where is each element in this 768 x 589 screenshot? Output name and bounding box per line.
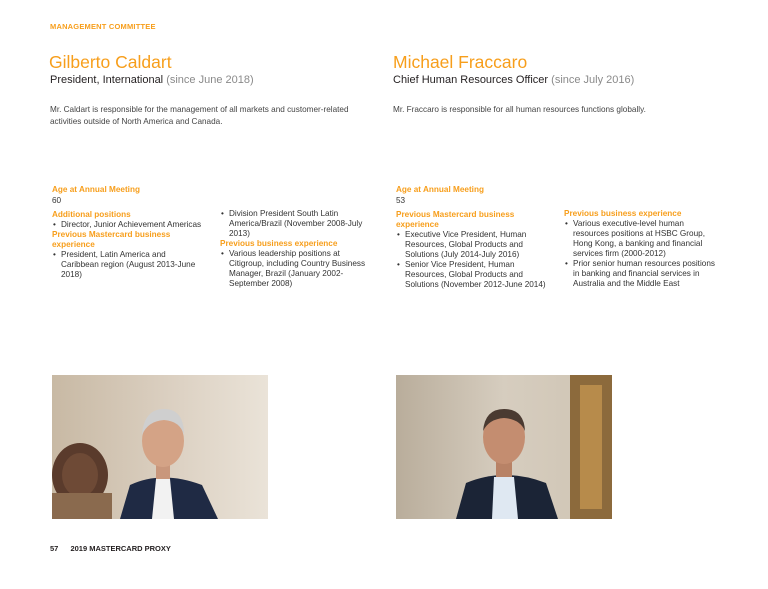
exec2-since: (since July 2016) <box>551 74 635 86</box>
exec1-description: Mr. Caldart is responsible for the management of all markets and customer-related activities outside of North America and Canada. <box>50 105 349 126</box>
exec2-description: Mr. Fraccaro is responsible for all human resources functions globally. <box>393 105 646 114</box>
section-label: MANAGEMENT COMMITTEE <box>50 22 156 31</box>
exec2-age: 53 <box>396 196 406 205</box>
exec1-prev-mc-label: Previous Mastercard business experience <box>52 230 171 249</box>
exec2-prev-biz-label: Previous business experience <box>564 209 682 218</box>
exec1-prev-biz-list <box>220 249 375 289</box>
exec2-left-column <box>396 185 551 290</box>
document-name: 2019 MASTERCARD PROXY <box>70 544 171 553</box>
exec2-photo <box>396 375 612 519</box>
exec2-age-label: Age at Annual Meeting <box>396 185 484 194</box>
exec2-name: Michael Fraccaro <box>393 52 528 72</box>
exec1-since: (since June 2018) <box>166 74 254 86</box>
exec2-right-column <box>564 209 718 289</box>
exec2-title-line <box>393 73 634 87</box>
footer <box>50 544 171 553</box>
exec2-prev-mc-list <box>396 230 548 290</box>
exec1-right-column <box>220 209 375 289</box>
exec1-title: President, International <box>50 74 164 86</box>
list-item: • Division President South Latin America/Brazil (November 2008-July 2013) <box>220 209 375 239</box>
page-number: 57 <box>50 544 59 553</box>
exec1-prev-mc-list <box>52 250 202 280</box>
list-item: • Executive Vice President, Human Resources, Global Products and Solutions (July 2014-July 2016) <box>396 230 548 260</box>
exec2-title: Chief Human Resources Officer <box>393 74 549 86</box>
list-item: • Various leadership positions at Citigroup, including Country Business Manager, Brazil (January 2002-September 2008) <box>220 249 375 289</box>
exec1-additional-label: Additional positions <box>52 210 131 219</box>
exec1-prev-mc-list-cont <box>220 209 375 239</box>
list-item: • Various executive-level human resources positions at HSBC Group, Hong Kong, a banking and financial services firm (2000-2012) <box>564 219 718 259</box>
exec1-photo <box>52 375 268 519</box>
list-item: • President, Latin America and Caribbean region (August 2013-June 2018) <box>52 250 202 280</box>
exec1-name: Gilberto Caldart <box>49 52 172 72</box>
list-item: • Director, Junior Achievement Americas <box>52 220 212 230</box>
exec1-title-line <box>50 73 254 87</box>
exec1-left-column <box>52 185 212 280</box>
exec1-age-label: Age at Annual Meeting <box>52 185 140 194</box>
list-item: • Prior senior human resources positions in banking and financial services in Australia and the Middle East <box>564 259 718 289</box>
exec2-prev-mc-label: Previous Mastercard business experience <box>396 210 515 229</box>
list-item: • Senior Vice President, Human Resources, Global Products and Solutions (November 2012-June 2014) <box>396 260 548 290</box>
exec1-prev-biz-label: Previous business experience <box>220 239 338 248</box>
exec1-additional-list <box>52 220 212 230</box>
exec2-prev-biz-list <box>564 219 718 289</box>
exec1-age: 60 <box>52 196 62 205</box>
